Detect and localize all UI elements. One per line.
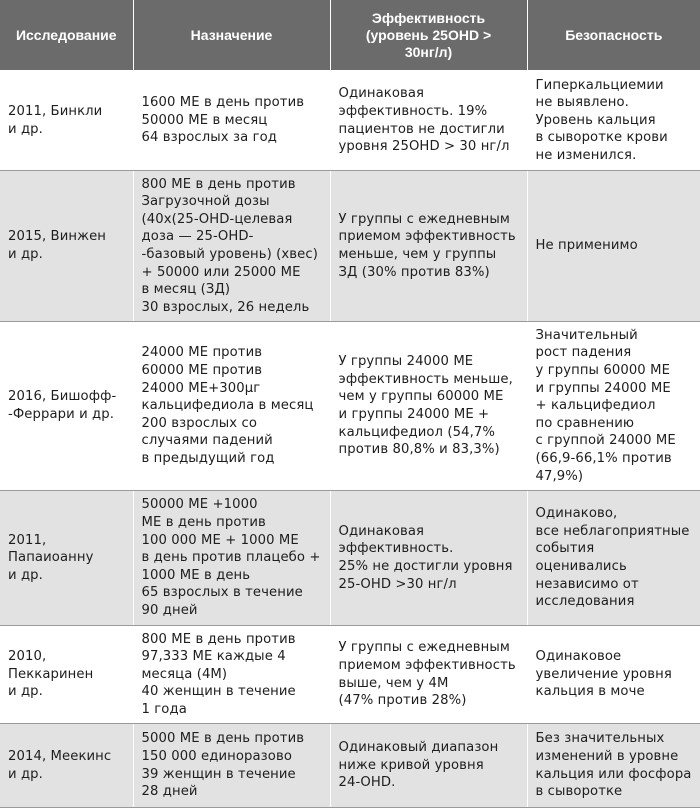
cell-purpose: 800 МЕ в день против 97,333 МЕ каждые 4 месяца (4М) 40 женщин в течение 1 года [133,626,330,724]
cell-safety: Значительный рост падения у группы 60000 МЕ и группы 24000 МЕ + кальцифедиол по сравнению с группой 24000 МЕ (66,9-66,1% против 47,9%) [527,322,700,491]
cell-study: 2011, Бинкли и др. [0,71,133,171]
cell-study: 2016, Бишофф- -Феррари и др. [0,322,133,491]
header-safety: Безопасность [527,0,700,71]
cell-efficacy: Одинаковый диапазон ниже кривой уровня 24-OHD. [330,724,527,808]
cell-efficacy: Одинаковая эффективность. 19% пациентов не достигли уровня 25OHD > 30 нг/л [330,71,527,171]
header-row [0,0,700,71]
table-row [0,724,700,808]
table-header [0,0,700,71]
header-purpose: Назначение [133,0,330,71]
cell-purpose: 24000 МЕ против 60000 МЕ против 24000 МЕ+300μг кальцифедиола в месяц 200 взрослых со случаями падений в предыдущий год [133,322,330,491]
cell-efficacy: У группы 24000 МЕ эффективность меньше, чем у группы 60000 МЕ и группы 24000 МЕ + кальцифедиол (54,7% против 80,8% и 83,3%) [330,322,527,491]
header-study: Исследование [0,0,133,71]
cell-purpose: 50000 МЕ +1000 МЕ в день против 100 000 МЕ + 1000 МЕ в день против плацебо + 1000 МЕ в день 65 взрослых в течение 90 дней [133,491,330,626]
cell-study: 2014, Меекинс и др. [0,724,133,808]
cell-efficacy: Одинаковая эффективность. 25% не достигли уровня 25-OHD >30 нг/л [330,491,527,626]
table-body [0,71,700,808]
cell-safety: Гиперкальциемии не выявлено. Уровень кальция в сыворотке крови не изменился. [527,71,700,171]
table-row [0,71,700,171]
table-row [0,626,700,724]
table-row [0,171,700,322]
table-row [0,322,700,491]
cell-purpose: 1600 МЕ в день против 50000 МЕ в месяц 64 взрослых за год [133,71,330,171]
table-row [0,491,700,626]
cell-study: 2015, Винжен и др. [0,171,133,322]
header-efficacy: Эффективность (уровень 25OHD > 30нг/л) [330,0,527,71]
cell-efficacy: У группы с ежедневным приемом эффективность меньше, чем у группы ЗД (30% против 83%) [330,171,527,322]
cell-purpose: 5000 МЕ в день против 150 000 единоразово 39 женщин в течение 28 дней [133,724,330,808]
cell-safety: Не применимо [527,171,700,322]
cell-efficacy: У группы с ежедневным приемом эффективность выше, чем у 4М (47% против 28%) [330,626,527,724]
cell-safety: Без значительных изменений в уровне кальция или фосфора в сыворотке [527,724,700,808]
cell-study: 2010, Пеккаринен и др. [0,626,133,724]
cell-study: 2011, Папаиоанну и др. [0,491,133,626]
cell-safety: Одинаково, все неблагоприятные события оценивались независимо от исследования [527,491,700,626]
cell-purpose: 800 МЕ в день против Загрузочной дозы (40х(25-OHD-целевая доза — 25-OHD- -базовый уровень) (хвес) + 50000 или 25000 МЕ в месяц (ЗД) 30 взрослых, 26 недель [133,171,330,322]
cell-safety: Одинаковое увеличение уровня кальция в моче [527,626,700,724]
